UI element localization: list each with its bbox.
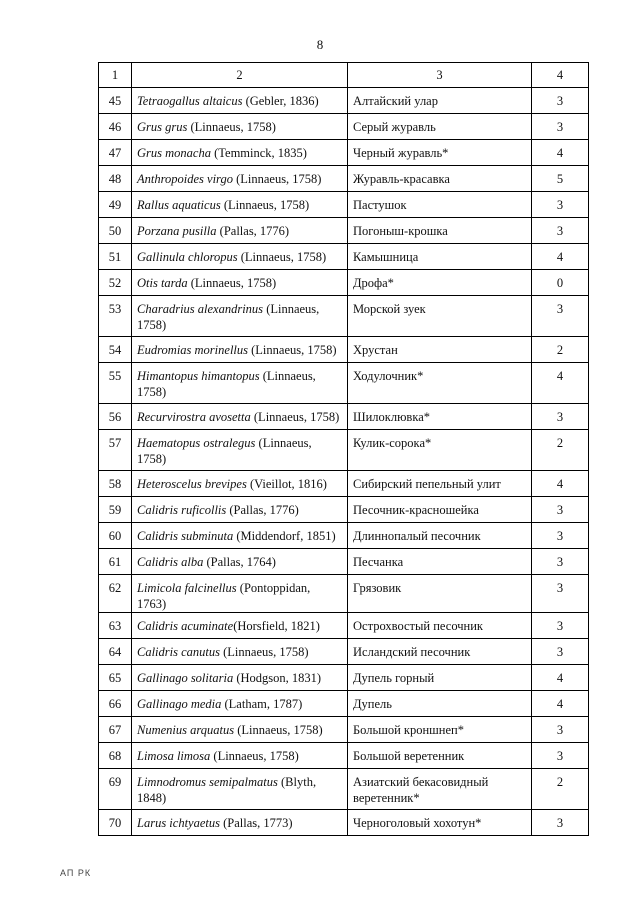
row-number: 68 — [99, 743, 132, 769]
status-category: 3 — [532, 218, 589, 244]
latin-name: Haematopus ostralegus — [137, 436, 256, 450]
status-category: 3 — [532, 717, 589, 743]
species-russian-name: Дупель — [348, 691, 532, 717]
row-number: 46 — [99, 114, 132, 140]
species-scientific-name — [132, 769, 348, 810]
author-citation: (Pallas, 1776) — [226, 503, 299, 517]
species-scientific-name — [132, 665, 348, 691]
author-citation: (Temminck, 1835) — [210, 146, 307, 160]
latin-name: Larus ichtyaetus — [137, 816, 220, 830]
page-number: 8 — [316, 37, 324, 52]
author-citation: (Linnaeus, 1758) — [187, 120, 276, 134]
row-number: 61 — [99, 549, 132, 575]
author-citation: (Pallas, 1773) — [219, 816, 293, 830]
row-number: 51 — [99, 244, 132, 270]
latin-name: Gallinago solitaria — [137, 671, 234, 685]
row-number: 48 — [99, 166, 132, 192]
header-col-4: 4 — [532, 63, 589, 88]
row-number: 59 — [99, 497, 132, 523]
species-scientific-name — [132, 88, 348, 114]
row-number: 62 — [99, 575, 132, 613]
species-scientific-name — [132, 717, 348, 743]
latin-name: Limosa limosa — [137, 749, 211, 763]
species-russian-name: Дрофа* — [348, 270, 532, 296]
status-category: 3 — [532, 523, 589, 549]
table-row — [99, 743, 589, 769]
status-category: 4 — [532, 140, 589, 166]
status-category: 4 — [532, 471, 589, 497]
table-header — [99, 63, 589, 88]
latin-name: Calidris canutus — [137, 645, 220, 659]
row-number: 56 — [99, 404, 132, 430]
species-scientific-name — [132, 244, 348, 270]
status-category: 3 — [532, 549, 589, 575]
author-citation: (Linnaeus, 1758) — [137, 302, 320, 332]
table-row — [99, 769, 589, 810]
header-col-3: 3 — [348, 63, 532, 88]
author-citation: (Gebler, 1836) — [242, 94, 319, 108]
latin-name: Limicola falcinellus — [137, 581, 237, 595]
table-row — [99, 717, 589, 743]
species-scientific-name — [132, 497, 348, 523]
species-russian-name: Серый журавль — [348, 114, 532, 140]
species-russian-name: Шилоклювка* — [348, 404, 532, 430]
latin-name: Anthropoides virgo — [137, 172, 233, 186]
table-body — [99, 88, 589, 836]
species-russian-name: Ходулочник* — [348, 363, 532, 404]
table-row — [99, 296, 589, 337]
author-citation: (Linnaeus, 1758) — [237, 250, 327, 264]
species-scientific-name — [132, 140, 348, 166]
author-citation: (Linnaeus, 1758) — [250, 410, 340, 424]
table-row — [99, 691, 589, 717]
species-scientific-name — [132, 810, 348, 836]
row-number: 52 — [99, 270, 132, 296]
species-scientific-name — [132, 639, 348, 665]
author-citation: (Blyth, 1848) — [137, 775, 317, 805]
species-russian-name: Песчанка — [348, 549, 532, 575]
table-row — [99, 114, 589, 140]
status-category: 3 — [532, 296, 589, 337]
author-citation: (Linnaeus, 1758) — [137, 369, 316, 399]
latin-name: Calidris alba — [137, 555, 204, 569]
status-category: 3 — [532, 497, 589, 523]
species-scientific-name — [132, 337, 348, 363]
author-citation: (Linnaeus, 1758) — [137, 436, 312, 466]
status-category: 3 — [532, 810, 589, 836]
species-russian-name: Морской зуек — [348, 296, 532, 337]
species-scientific-name — [132, 471, 348, 497]
table-row — [99, 270, 589, 296]
author-citation: (Linnaeus, 1758) — [210, 749, 299, 763]
row-number: 47 — [99, 140, 132, 166]
table-row — [99, 549, 589, 575]
row-number: 63 — [99, 613, 132, 639]
table-row — [99, 613, 589, 639]
species-russian-name: Хрустан — [348, 337, 532, 363]
row-number: 69 — [99, 769, 132, 810]
species-russian-name: Большой кроншнеп* — [348, 717, 532, 743]
latin-name: Calidris subminuta — [137, 529, 234, 543]
table-row — [99, 639, 589, 665]
latin-name: Charadrius alexandrinus — [137, 302, 264, 316]
species-russian-name: Кулик-сорока* — [348, 430, 532, 471]
latin-name: Otis tarda — [137, 276, 188, 290]
latin-name: Calidris ruficollis — [137, 503, 227, 517]
table-row — [99, 810, 589, 836]
species-russian-name: Черноголовый хохотун* — [348, 810, 532, 836]
species-scientific-name — [132, 523, 348, 549]
status-category: 5 — [532, 166, 589, 192]
row-number: 53 — [99, 296, 132, 337]
status-category: 3 — [532, 88, 589, 114]
species-scientific-name — [132, 575, 348, 613]
table-row — [99, 337, 589, 363]
status-category: 3 — [532, 575, 589, 613]
latin-name: Porzana pusilla — [137, 224, 217, 238]
species-russian-name: Черный журавль* — [348, 140, 532, 166]
species-russian-name: Пастушок — [348, 192, 532, 218]
author-citation: (Pontoppidan, 1763) — [137, 581, 311, 611]
author-citation: (Linnaeus, 1758) — [234, 723, 323, 737]
table-row — [99, 166, 589, 192]
author-citation: (Latham, 1787) — [221, 697, 303, 711]
author-citation: (Middendorf, 1851) — [233, 529, 336, 543]
species-scientific-name — [132, 404, 348, 430]
status-category: 4 — [532, 665, 589, 691]
latin-name: Numenius arquatus — [137, 723, 235, 737]
status-category: 4 — [532, 363, 589, 404]
species-scientific-name — [132, 363, 348, 404]
row-number: 70 — [99, 810, 132, 836]
species-scientific-name — [132, 296, 348, 337]
latin-name: Himantopus himantopus — [137, 369, 260, 383]
species-scientific-name — [132, 166, 348, 192]
latin-name: Limnodromus semipalmatus — [137, 775, 278, 789]
species-russian-name: Грязовик — [348, 575, 532, 613]
row-number: 54 — [99, 337, 132, 363]
author-citation: (Pallas, 1776) — [216, 224, 290, 238]
author-citation: (Horsfield, 1821) — [233, 619, 320, 633]
species-russian-name: Камышница — [348, 244, 532, 270]
row-number: 45 — [99, 88, 132, 114]
status-category: 2 — [532, 430, 589, 471]
species-russian-name: Азиатский бекасовидный веретенник* — [348, 769, 532, 810]
species-russian-name: Длиннопалый песочник — [348, 523, 532, 549]
status-category: 0 — [532, 270, 589, 296]
species-russian-name: Исландский песочник — [348, 639, 532, 665]
latin-name: Grus grus — [137, 120, 188, 134]
species-scientific-name — [132, 743, 348, 769]
status-category: 3 — [532, 639, 589, 665]
status-category: 2 — [532, 337, 589, 363]
author-citation: (Linnaeus, 1758) — [220, 198, 310, 212]
table-row — [99, 665, 589, 691]
row-number: 65 — [99, 665, 132, 691]
table-row — [99, 404, 589, 430]
status-category: 2 — [532, 769, 589, 810]
table-row — [99, 244, 589, 270]
latin-name: Grus monacha — [137, 146, 211, 160]
author-citation: (Linnaeus, 1758) — [220, 645, 309, 659]
latin-name: Tetraogallus altaicus — [137, 94, 243, 108]
table-row — [99, 471, 589, 497]
archive-stamp: АП РК — [60, 868, 92, 878]
table-row — [99, 363, 589, 404]
species-russian-name: Песочник-красношейка — [348, 497, 532, 523]
latin-name: Eudromias morinellus — [137, 343, 248, 357]
author-citation: (Pallas, 1764) — [203, 555, 276, 569]
species-table — [98, 62, 589, 836]
status-category: 3 — [532, 743, 589, 769]
species-russian-name: Сибирский пепельный улит — [348, 471, 532, 497]
species-russian-name: Журавль-красавка — [348, 166, 532, 192]
header-col-1: 1 — [99, 63, 132, 88]
status-category: 3 — [532, 613, 589, 639]
latin-name: Gallinago media — [137, 697, 222, 711]
row-number: 60 — [99, 523, 132, 549]
author-citation: (Linnaeus, 1758) — [187, 276, 277, 290]
status-category: 3 — [532, 404, 589, 430]
latin-name: Heteroscelus brevipes — [137, 477, 247, 491]
species-scientific-name — [132, 192, 348, 218]
species-russian-name: Алтайский улар — [348, 88, 532, 114]
species-russian-name: Погоныш-крошка — [348, 218, 532, 244]
species-scientific-name — [132, 270, 348, 296]
status-category: 4 — [532, 691, 589, 717]
table-row — [99, 192, 589, 218]
species-scientific-name — [132, 218, 348, 244]
row-number: 57 — [99, 430, 132, 471]
header-col-2: 2 — [132, 63, 348, 88]
table-row — [99, 575, 589, 613]
latin-name: Recurvirostra avosetta — [137, 410, 251, 424]
species-russian-name: Острохвостый песочник — [348, 613, 532, 639]
species-scientific-name — [132, 691, 348, 717]
author-citation: (Hodgson, 1831) — [233, 671, 322, 685]
table-row — [99, 523, 589, 549]
table-row — [99, 140, 589, 166]
author-citation: (Linnaeus, 1758) — [248, 343, 337, 357]
latin-name: Calidris acuminate — [137, 619, 234, 633]
table-row — [99, 218, 589, 244]
species-scientific-name — [132, 430, 348, 471]
row-number: 49 — [99, 192, 132, 218]
latin-name: Rallus aquaticus — [137, 198, 221, 212]
species-scientific-name — [132, 114, 348, 140]
row-number: 64 — [99, 639, 132, 665]
author-citation: (Vieillot, 1816) — [246, 477, 327, 491]
table-row — [99, 88, 589, 114]
species-russian-name: Большой веретенник — [348, 743, 532, 769]
row-number: 55 — [99, 363, 132, 404]
latin-name: Gallinula chloropus — [137, 250, 238, 264]
status-category: 3 — [532, 114, 589, 140]
table-row — [99, 430, 589, 471]
author-citation: (Linnaeus, 1758) — [232, 172, 322, 186]
status-category: 4 — [532, 244, 589, 270]
status-category: 3 — [532, 192, 589, 218]
species-scientific-name — [132, 613, 348, 639]
table-row — [99, 497, 589, 523]
species-scientific-name — [132, 549, 348, 575]
row-number: 50 — [99, 218, 132, 244]
species-russian-name: Дупель горный — [348, 665, 532, 691]
row-number: 66 — [99, 691, 132, 717]
row-number: 67 — [99, 717, 132, 743]
row-number: 58 — [99, 471, 132, 497]
